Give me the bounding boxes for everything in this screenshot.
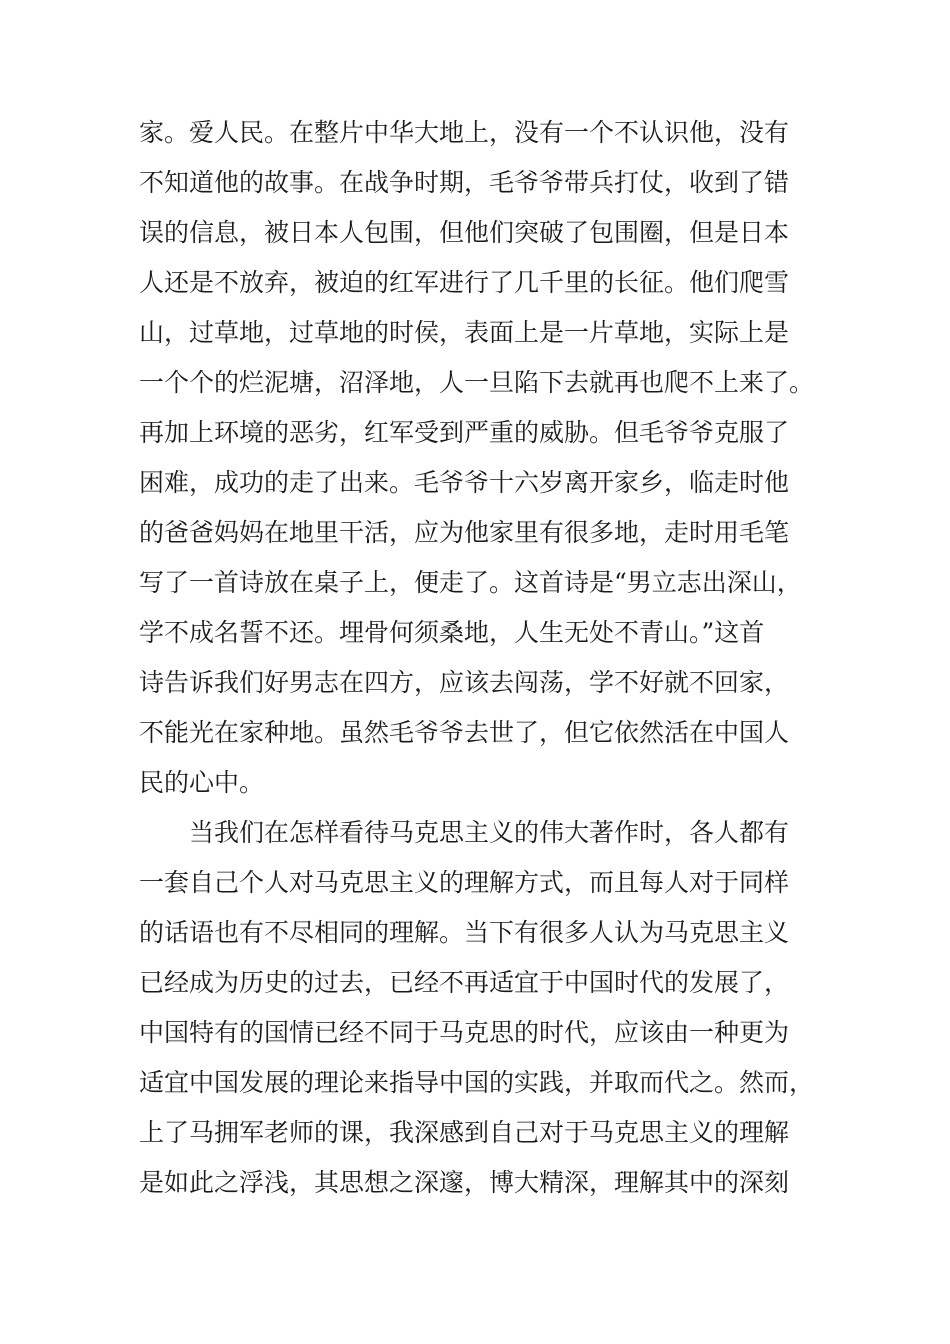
text-line: 不能光在家种地。虽然毛爷爷去世了，但它依然活在中国人	[139, 718, 790, 747]
text-line: 山，过草地，过草地的时侯，表面上是一片草地，实际上是	[139, 318, 790, 347]
text-line: 民的心中。	[139, 768, 265, 797]
text-line: 不知道他的故事。在战争时期，毛爷爷带兵打仗，收到了错	[139, 168, 790, 197]
text-line: 误的信息，被日本人包围，但他们突破了包围圈，但是日本	[139, 218, 790, 247]
text-line: 是如此之浮浅，其思想之深邃，博大精深，理解其中的深刻	[139, 1168, 790, 1197]
text-line: 当我们在怎样看待马克思主义的伟大著作时，各人都有	[189, 818, 790, 847]
text-line: 上了马拥军老师的课，我深感到自己对于马克思主义的理解	[139, 1118, 790, 1147]
text-line: 困难，成功的走了出来。毛爷爷十六岁离开家乡，临走时他	[139, 468, 790, 497]
text-line: 写了一首诗放在桌子上，便走了。这首诗是“男立志出深山，	[139, 568, 802, 597]
text-line: 人还是不放弃，被迫的红军进行了几千里的长征。他们爬雪	[139, 268, 790, 297]
text-line: 家。爱人民。在整片中华大地上，没有一个不认识他，没有	[139, 118, 790, 147]
text-line: 的话语也有不尽相同的理解。当下有很多人认为马克思主义	[139, 918, 790, 947]
text-line: 学不成名誓不还。埋骨何须桑地，人生无处不青山。”这首	[139, 618, 765, 647]
text-line: 再加上环境的恶劣，红军受到严重的威胁。但毛爷爷克服了	[139, 418, 790, 447]
text-line: 一套自己个人对马克思主义的理解方式，而且每人对于同样	[139, 868, 790, 897]
text-line: 一个个的烂泥塘，沼泽地，人一旦陷下去就再也爬不上来了。	[139, 368, 815, 397]
text-line: 的爸爸妈妈在地里干活，应为他家里有很多地，走时用毛笔	[139, 518, 790, 547]
text-line: 已经成为历史的过去，已经不再适宜于中国时代的发展了，	[139, 968, 790, 997]
text-line: 适宜中国发展的理论来指导中国的实践，并取而代之。然而，	[139, 1068, 815, 1097]
text-line: 诗告诉我们好男志在四方，应该去闯荡，学不好就不回家，	[139, 668, 790, 697]
text-line: 中国特有的国情已经不同于马克思的时代，应该由一种更为	[139, 1018, 790, 1047]
